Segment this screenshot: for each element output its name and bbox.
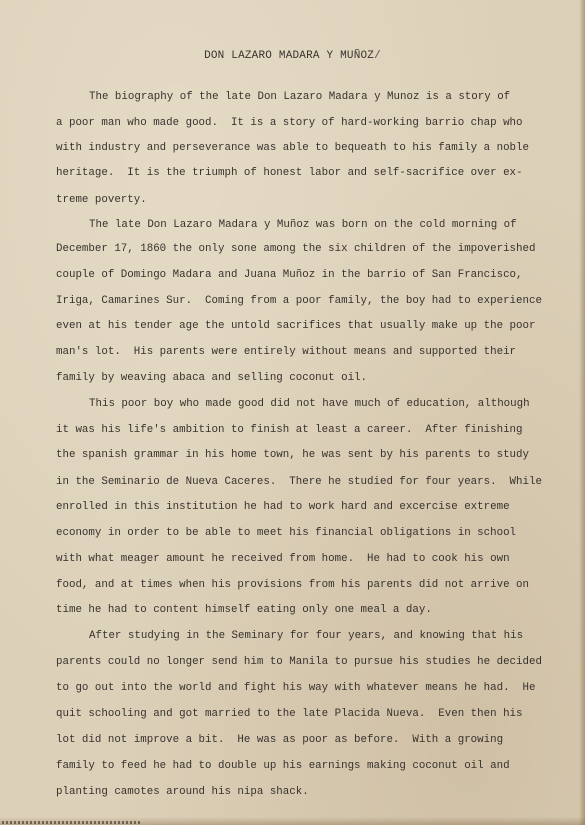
body-line: lot did not improve a bit. He was as poor as before. With a growing: [56, 734, 504, 746]
body-line: This poor boy who made good did not have much of education, although: [89, 398, 530, 410]
body-line: quit schooling and got married to the late Placida Nueva. Even then his: [56, 708, 523, 720]
title-text: DON LAZARO MADARA Y MUÑOZ: [204, 50, 375, 62]
body-line: even at his tender age the untold sacrifices that usually make up the poor: [56, 320, 536, 332]
body-line: it was his life's ambition to finish at least a career. After finishing: [56, 424, 523, 436]
body-line: with what meager amount he received from home. He had to cook his own: [56, 553, 510, 565]
body-line: economy in order to be able to meet his financial obligations in school: [56, 527, 517, 539]
body-line: a poor man who made good. It is a story of hard-working barrio chap who: [56, 117, 523, 129]
title-mark: /: [374, 50, 381, 62]
body-line: to go out into the world and fight his way with whatever means he had. He: [56, 682, 536, 694]
body-line: planting camotes around his nipa shack.: [56, 786, 309, 798]
body-line: The late Don Lazaro Madara y Muñoz was born on the cold morning of: [89, 219, 517, 231]
body-line: couple of Domingo Madara and Juana Muñoz in the barrio of San Francisco,: [56, 269, 523, 281]
body-line: family by weaving abaca and selling coconut oil.: [56, 372, 368, 384]
body-line: man's lot. His parents were entirely without means and supported their: [56, 346, 517, 358]
body-line: Iriga, Camarines Sur. Coming from a poor family, the boy had to experience: [56, 295, 542, 307]
body-line: After studying in the Seminary for four years, and knowing that his: [89, 630, 524, 642]
body-line: time he had to content himself eating only one meal a day.: [56, 604, 432, 616]
body-line: December 17, 1860 the only sone among the six children of the impoverished: [56, 243, 536, 255]
body-line: heritage. It is the triumph of honest labor and self-sacrifice over ex-: [56, 167, 523, 179]
body-line: The biography of the late Don Lazaro Madara y Munoz is a story of: [89, 91, 511, 103]
body-line: enrolled in this institution he had to work hard and excercise extreme: [56, 501, 510, 513]
body-line: the spanish grammar in his home town, he was sent by his parents to study: [56, 449, 529, 461]
body-line: family to feed he had to double up his earnings making coconut oil and: [56, 760, 510, 772]
body-line: food, and at times when his provisions from his parents did not arrive on: [56, 579, 529, 591]
document-title: [0, 50, 585, 62]
scan-footer-mark: [2, 821, 142, 824]
body-line: with industry and perseverance was able to bequeath to his family a noble: [56, 142, 529, 154]
body-line: treme poverty.: [56, 194, 147, 206]
body-line: in the Seminario de Nueva Caceres. There he studied for four years. While: [56, 476, 542, 488]
body-line: parents could no longer send him to Manila to pursue his studies he decided: [56, 656, 542, 668]
paper-edge-right: [579, 0, 585, 825]
